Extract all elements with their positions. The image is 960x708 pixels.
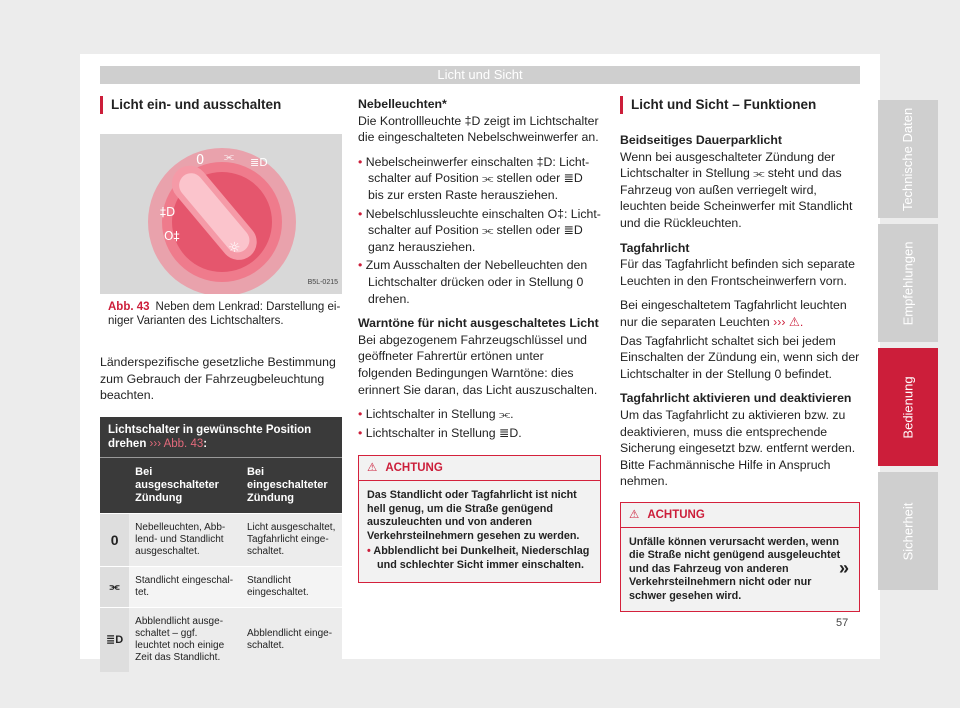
- table-header-colon: :: [203, 437, 208, 450]
- svg-text:0: 0: [196, 153, 205, 168]
- tab-empfehlungen[interactable]: [878, 224, 938, 342]
- low-beam-icon: ≣D: [100, 607, 129, 672]
- parking-light-text: Wenn bei ausgeschalteter Zündung der Lichtschalter in Stellung ⫘ steht und das Fahrzeug von außen verriegelt wird, leuchten beide Scheinwerfer mit Standlicht und die Rückleuchten.: [620, 149, 853, 230]
- bullet-item: • Nebelschlussleuchte einschalten O‡: Lichtschalter auf Position ⫘ stellen oder ≣D ganz herausziehen.: [358, 206, 601, 256]
- table-row: [100, 513, 342, 566]
- parking-light-icon: ⫘: [100, 566, 129, 607]
- daytime-light-text: Für das Tagfahrlicht befinden sich separate Leuchten in den Frontscheinwerfern vorn.: [620, 257, 855, 288]
- table-row: [100, 566, 342, 607]
- light-switch-illustration: [100, 134, 342, 294]
- table-corner: [100, 457, 129, 513]
- svg-text:O‡: O‡: [164, 229, 180, 243]
- warning-tones-text: Bei abgezogenem Fahrzeugschlüssel und geöffneter Fahrertür ertönen unter folgenden Bedingungen Warntöne: dies erinnert Sie daran, das Licht auszuschalten.: [358, 332, 598, 397]
- daytime-light-heading: Tagfahrlicht: [620, 240, 690, 255]
- daytime-light-note-text: Bei eingeschaltetem Tagfahrlicht leuchten nur die separaten Leuchten: [620, 298, 847, 329]
- fog-lights-text: Die Kontrollleuchte ‡D zeigt im Lichtschalter die eingeschalteten Nebelschweinwerfer an.: [358, 113, 599, 145]
- tab-label: Empfehlungen: [900, 241, 916, 325]
- figure-caption: [100, 300, 342, 328]
- daytime-activate-text: Um das Tagfahrlicht zu aktivieren bzw. zu deaktivieren, muss die entsprechende Sicherung eingesetzt bzw. entfernt werden. Bitte Fachmännische Hilfe in Anspruch nehmen.: [620, 407, 856, 489]
- fog-lights-heading: Nebelleuchten*: [358, 97, 447, 111]
- section-title: Licht ein- und ausschalten: [100, 96, 342, 114]
- continue-arrow-icon: »: [839, 558, 850, 578]
- bullet-item: • Zum Ausschalten der Nebelleuchten den Lichtschalter drücken oder in Stellung 0 drehen.: [358, 257, 601, 307]
- svg-text:≣D: ≣D: [250, 156, 268, 169]
- figure-code: B5L-0215: [307, 279, 338, 287]
- intro-text: Länderspezifische gesetzliche Bestimmung zum Gebrauch der Fahrzeugbeleuchtung beachten.: [100, 355, 336, 403]
- svg-text:‡D: ‡D: [160, 205, 176, 219]
- bullet-item: • Lichtschalter in Stellung ⫘.: [358, 406, 601, 423]
- bullet-item: • Lichtschalter in Stellung ≣D.: [358, 425, 601, 442]
- cell-off: Standlicht eingeschaltet.: [129, 566, 241, 607]
- warning-box: [620, 502, 860, 613]
- column-middle: [358, 96, 601, 583]
- page-number: 57: [836, 617, 849, 629]
- switch-position-0-icon: 0: [100, 513, 129, 566]
- cell-on: Abblendlicht eingeschaltet.: [241, 607, 342, 672]
- col-header-on: Bei eingeschalteter Zündung: [241, 457, 342, 513]
- chapter-header: Licht und Sicht: [100, 66, 860, 84]
- bullet-item: • Nebelscheinwerfer einschalten ‡D: Lichtschalter auf Position ⫘ stellen oder ≣D bis zur ersten Raste herausziehen.: [358, 154, 601, 204]
- svg-text:☼: ☼: [228, 240, 241, 256]
- warning-label: ⚠ ACHTUNG: [621, 503, 859, 528]
- tab-label: Bedienung: [900, 375, 916, 439]
- table-row: [100, 607, 342, 672]
- daytime-light-note: [620, 297, 860, 330]
- column-left: [100, 96, 342, 672]
- svg-text:⫘: ⫘: [224, 150, 234, 163]
- table-header-text: Lichtschalter in gewünschte Position drehen: [108, 423, 312, 450]
- caption-number: Abb. 43: [108, 301, 150, 313]
- daytime-activate-heading: Tagfahrlicht aktivieren und deaktivieren: [620, 391, 852, 406]
- parking-light-heading: Beidseitiges Dauerparklicht: [620, 133, 782, 147]
- tab-label: Technische Daten: [900, 107, 916, 211]
- column-right: [620, 96, 860, 612]
- cell-on: Standlicht eingeschaltet.: [241, 566, 342, 607]
- tab-label: Sicherheit: [900, 502, 916, 560]
- warning-bullet: • Abblendlicht bei Dunkelheit, Niederschlag und schlechter Sicht immer einschalten.: [367, 545, 592, 572]
- col-header-off: Bei ausgeschalteter Zündung: [129, 457, 241, 513]
- warning-label: ⚠ ACHTUNG: [359, 456, 600, 481]
- cell-off: Abblendlicht ausgeschaltet – ggf. leuchtet noch einige Zeit das Standlicht.: [129, 607, 241, 672]
- section-title: Licht und Sicht – Funktionen: [620, 96, 860, 114]
- light-switch-figure: [100, 134, 342, 294]
- warning-text: Unfälle können verursacht werden, wenn die Straße nicht genügend ausgeleuchtet und das Fahrzeug von anderen Verkehrsteilnehmern nicht oder nur schwer gesehen wird.: [621, 528, 859, 612]
- table-header: [100, 416, 342, 457]
- warning-tones-heading: Warntöne für nicht ausgeschaltetes Licht: [358, 316, 599, 331]
- tab-sicherheit[interactable]: [878, 472, 938, 590]
- daytime-light-ignition: Das Tagfahrlicht schaltet sich bei jedem Einschalten der Zündung ein, wenn sich der Lichtschalter in der Stellung 0 befindet.: [620, 333, 860, 381]
- cell-on: Licht ausgeschaltet, Tagfahrlicht eingeschaltet.: [241, 513, 342, 566]
- warning-box: [358, 455, 601, 583]
- tab-bedienung[interactable]: [878, 348, 938, 466]
- warning-body: [359, 481, 600, 582]
- table-header-ref[interactable]: ››› Abb. 43: [149, 437, 204, 450]
- caption-text: Neben dem Lenkrad: Darstellung einiger Varianten des Lichtschalters.: [108, 301, 341, 327]
- tab-technische-daten[interactable]: [878, 100, 938, 218]
- warning-ref-link[interactable]: ››› ⚠.: [773, 314, 804, 329]
- cell-off: Nebelleuchten, Abblend- und Standlicht ausgeschaltet.: [129, 513, 241, 566]
- warning-text: Das Standlicht oder Tagfahrlicht ist nicht hell genug, um die Straße genügend auszuleuchten und von anderen Verkehrsteilnehmern gesehen zu werden.: [367, 489, 580, 542]
- switch-positions-table: [100, 416, 342, 672]
